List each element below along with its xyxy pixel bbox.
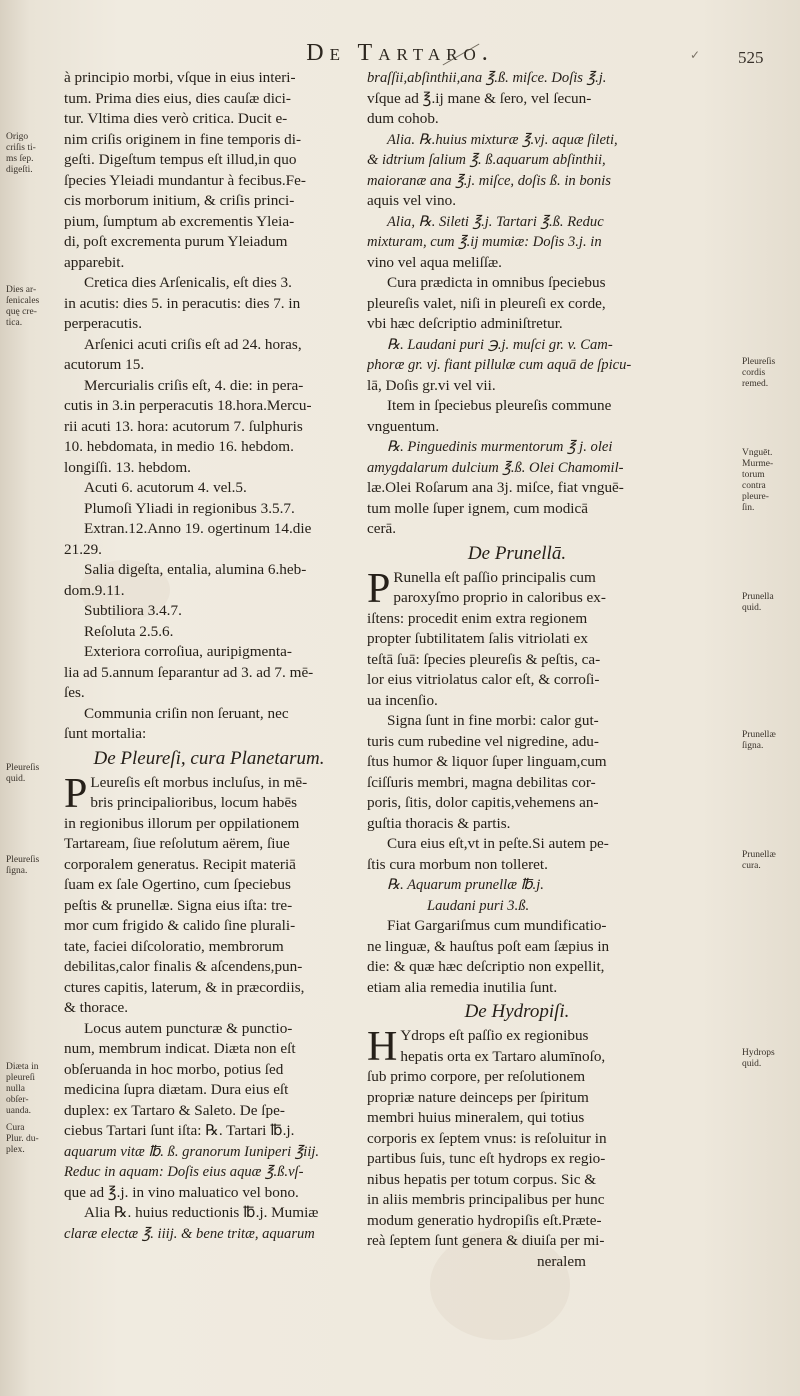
text-line: modum generatio hydropiſis eſt.Præte- [367, 1211, 602, 1229]
text-line: tum molle ſuper ignem, cum modicā [367, 499, 589, 517]
text-line: Extran.12.Anno 19. ogertinum 14.die [84, 520, 312, 537]
text-line: in regionibus illorum per oppilationem [64, 814, 300, 832]
text-line: lia ad 5.annum ſeparantur ad 3. ad 7. mē- [64, 663, 314, 681]
text-line: dum cohob. [367, 110, 439, 127]
drop-cap: P [64, 770, 88, 817]
paragraph-hydropisi [367, 1026, 667, 1272]
text-line: medicina ſupra diætam. Dura eius eſt [64, 1081, 289, 1098]
text-line: læ.Olei Roſarum ana 3j. miſce, fiat vnguē- [367, 479, 624, 496]
text-line: etiam alia remedia inutilia ſunt. [367, 978, 558, 996]
left-column [64, 68, 354, 1244]
margin-note-dies-arsenicales: Dies ar- ſenicales quę cre- tica. [6, 285, 40, 328]
text-line: aquarum vitæ ℔. ß. granorum Iuniperi ℥iij. [64, 1143, 320, 1160]
text-line: claræ electæ ℥. iiij. & bene tritæ, aquarum [64, 1225, 315, 1242]
text-line: Cretica dies Arſenicalis, eſt dies 3. [84, 274, 292, 291]
text-line: mixturam, cum ℥.ij mumiæ: Doſis 3.j. in [367, 234, 602, 250]
text-line: Cura eius eſt,vt in peſte.Si autem pe- [387, 835, 609, 852]
text-line: nim criſis originem in fine temporis di- [64, 130, 302, 148]
text-line: ſuam ex ſale Ogertino, cum ſpeciebus [64, 876, 291, 893]
margin-note-prunella-quid: Prunella quid. [742, 592, 774, 613]
text-line: corporis ex ſeptem vnus: is reſoluitur in [367, 1129, 607, 1147]
text-line: ſpecies Yleiadi mundantur à fecibus.Fe- [64, 171, 306, 189]
text-line: Laudani puri 3.ß. [427, 897, 530, 914]
text-line: Runella eſt paſſio principalis cum [393, 568, 596, 586]
text-line: ſub primo corpore, per reſolutionem [367, 1068, 586, 1085]
text-line: teſtā ſuā: ſpecies pleureſis & peſtis, ca- [367, 650, 601, 668]
text-line: obſeruanda in hoc morbo, potius ſed [64, 1060, 284, 1078]
text-line: ctures capitis, laterum, & in præcordiis, [64, 978, 305, 996]
text-line: vſque ad ℥.ij mane & ſero, vel ſecun- [367, 89, 592, 107]
text-block [64, 478, 354, 560]
text-block [64, 704, 354, 745]
text-line: Arſenici acuti criſis eſt ad 24. horas, [84, 335, 302, 353]
text-line: Item in ſpeciebus pleureſis commune [387, 397, 612, 414]
text-line: 21.29. [64, 540, 102, 558]
margin-note-prunellae-signa: Prunellæ ſigna. [742, 730, 776, 751]
margin-note-pleuresis-cordis: Pleureſis cordis remed. [742, 357, 776, 389]
text-line: mor cum frigido & calido ſine plurali- [64, 917, 296, 934]
text-line: Fiat Gargariſmus cum mundificatio- [387, 917, 607, 934]
text-line: num, membrum indicat. Diæta non eſt [64, 1040, 296, 1057]
text-line: turis cum rubedine vel nigredine, adu- [367, 732, 599, 750]
text-line: vino vel aqua meliſſæ. [367, 253, 502, 271]
text-line: ſtus humor & liquor ſuper linguam,cum [367, 753, 607, 770]
text-line: rii acuti 13. hora: acutorum 7. ſulphuris [64, 417, 303, 435]
margin-note-diaeta: Diæta in pleureſi nulla obſer- uanda. [6, 1062, 39, 1116]
text-line: Cura prædicta in omnibus ſpeciebus [387, 274, 606, 291]
text-line: ſtis cura morbum non tolleret. [367, 855, 548, 873]
catch-mark: ✓ [690, 48, 701, 62]
text-line: in acutis: dies 5. in peracutis: dies 7. in [64, 294, 301, 312]
drop-cap: P [367, 565, 391, 612]
text-line: & idtrium ſalium ℥. ß.aquarum abſinthii, [367, 152, 606, 168]
text-line: die: & quæ hæc deſcriptio non expellit, [367, 958, 605, 975]
text-line: phoræ gr. vj. fiant pillulæ cum aquā de ſpicu- [367, 357, 632, 373]
paragraph-pleuresi [64, 770, 354, 1019]
text-line: di, poſt excrementa purum Yleiadum [64, 233, 288, 250]
text-line: reà ſeptem ſunt genera & diuiſa per mi- [367, 1232, 605, 1249]
text-block [64, 335, 354, 479]
margin-note-prunellae-cura: Prunellæ cura. [742, 850, 776, 871]
text-line: Acuti 6. acutorum 4. vel.5. [84, 479, 247, 496]
text-line: Reſoluta 2.5.6. [84, 622, 174, 640]
margin-note-pleuresis-quid: Pleureſis quid. [6, 763, 40, 784]
text-line: iſtens: procedit enim extra regionem [367, 609, 588, 627]
text-line: partibus ſuis, tunc eſt hydrops ex regio- [367, 1150, 606, 1167]
text-line: & thorace. [64, 999, 129, 1016]
drop-cap: H [367, 1024, 398, 1070]
text-line: pleureſis valet, niſi in pleureſi ex corde, [367, 294, 606, 312]
paragraph-prunella [367, 565, 667, 712]
text-line: tum. Prima dies eius, dies cauſæ dici- [64, 89, 291, 107]
margin-note-cura-duplex: Cura Plur. du- plex. [6, 1123, 39, 1155]
text-line: Communia criſin non ſeruant, nec [84, 704, 289, 722]
text-line: aquis vel vino. [367, 192, 457, 209]
text-line: Mercurialis criſis eſt, 4. die: in pera- [84, 376, 304, 394]
paragraph-locus [64, 1019, 354, 1245]
text-line: 10. hebdomata, in medio 16. hebdom. [64, 438, 294, 455]
text-line: Exteriora corroſiua, auripigmenta- [84, 643, 292, 660]
text-line: apparebit. [64, 253, 125, 271]
text-line: ℞. Laudani puri ℈.j. muſci gr. v. Cam- [387, 336, 613, 353]
text-line: hepatis orta ex Tartaro alumīnoſo, [400, 1047, 606, 1065]
text-line: propter ſubtilitatem ſalis vitriolati ex [367, 630, 589, 647]
text-line: ciebus Tartari ſunt iſta: ℞. Tartari ℔.j. [64, 1122, 295, 1139]
text-line: bris principalioribus, locum habēs [90, 794, 298, 811]
text-line: dom.9.11. [64, 581, 125, 599]
margin-note-origo: Origo criſis ti- ms ſep. digeſti. [6, 132, 36, 175]
text-line: à principio morbi, vſque in eius interi- [64, 69, 296, 86]
text-block [64, 68, 354, 273]
margin-note-hydrops-quid: Hydrops quid. [742, 1048, 775, 1069]
section-heading-prunella: De Prunellā. [467, 542, 567, 564]
catchword: neralem [537, 1252, 586, 1270]
text-line: lor eius vitriolatus calor eſt, & corroſi- [367, 671, 600, 688]
text-line: ſunt mortalia: [64, 725, 147, 742]
text-line: Subtiliora 3.4.7. [84, 602, 182, 619]
text-line: tur. Vltima dies verò critica. Ducit e- [64, 110, 288, 127]
text-line: duplex: ex Tartaro & Saleto. De ſpe- [64, 1101, 285, 1119]
text-line: Ydrops eſt paſſio ex regionibus [400, 1027, 589, 1044]
text-line: in aliis membris principalibus per hunc [367, 1191, 605, 1208]
margin-note-vnguentum: Vnguēt. Murme- torum contra pleure- ſin. [742, 448, 774, 513]
text-line: longiſſi. 13. hebdom. [64, 458, 191, 476]
text-line: geſti. Digeſtum tempus eſt illud,in quo [64, 151, 297, 168]
text-line: Salia digeſta, entalia, alumina 6.heb- [84, 561, 307, 578]
text-line: peſtis & prunellæ. Signa eius iſta: tre- [64, 896, 293, 914]
text-line: Leureſis eſt morbus incluſus, in mē- [90, 773, 308, 791]
margin-note-pleuresis-signa: Pleureſis ſigna. [6, 855, 40, 876]
section-heading-pleuresi: De Pleureſi, cura Planetarum. [93, 747, 325, 769]
text-line: Alia, ℞. Sileti ℥.j. Tartari ℥.ß. Reduc [387, 213, 604, 230]
text-line: braſſii,abſinthii,ana ℥.ß. miſce. Doſis ℥.j. [367, 70, 607, 86]
text-line: ſes. [64, 684, 85, 701]
text-line: Signa ſunt in fine morbi: calor gut- [387, 712, 599, 729]
text-line: propriæ nature deinceps per ſpiritum [367, 1088, 589, 1106]
text-line: perperacutis. [64, 315, 143, 332]
text-line: que ad ℥.j. in vino maluatico vel bono. [64, 1183, 299, 1201]
text-line: vbi hæc deſcriptio adminiſtretur. [367, 315, 563, 332]
text-line: debilitas,calor finalis & aſcendens,pun- [64, 958, 303, 975]
text-line: ne linguæ, & hauſtus poſt eam ſæpius in [367, 937, 610, 955]
text-line: corporalem generatus. Recipit materiā [64, 855, 296, 873]
text-line: lā, Doſis gr.vi vel vii. [367, 376, 496, 394]
section-heading-hydropisi: De Hydropiſi. [464, 1001, 570, 1022]
text-line: cerā. [367, 520, 397, 537]
text-line: paroxyſmo proprio in caloribus ex- [393, 589, 606, 606]
page-number: 525 [738, 48, 764, 67]
text-line: guſtia thoracis & partis. [367, 814, 511, 832]
text-line: amygdalarum dulcium ℥.ß. Olei Chamomil- [367, 459, 624, 476]
text-block [64, 642, 354, 704]
text-line: Locus autem puncturæ & punctio- [84, 1019, 293, 1037]
text-line: cis morborum initium, & criſis princi- [64, 192, 295, 209]
right-column [367, 68, 667, 1272]
running-title: De Tartaro. [306, 40, 494, 66]
text-line: acutorum 15. [64, 356, 145, 373]
text-line: Plumoſi Yliadi in regionibus 3.5.7. [84, 499, 295, 517]
text-block [64, 560, 354, 601]
text-line: nibus hepatis per totum corpus. Sic & [367, 1170, 597, 1188]
text-line: Tartaream, ſiue reſolutum aërem, ſiue [64, 835, 290, 852]
text-line: Reduc in aquam: Doſis eius aquæ ℥.ß.vſ- [64, 1164, 304, 1180]
text-line: tate, faciei diſcoloratio, membrorum [64, 937, 284, 955]
text-line: Alia. ℞.huius mixturæ ℥.vj. aquæ ſileti, [387, 131, 618, 148]
text-block [64, 273, 354, 335]
text-line: ℞. Aquarum prunellæ ℔.j. [387, 877, 544, 893]
text-line: pium, ſumptum ab excrementis Yleia- [64, 212, 295, 230]
text-line: cutis in 3.in perperacutis 18.hora.Mercu- [64, 397, 312, 414]
text-line: maioranæ ana ℥.j. miſce, doſis ß. in bonis [367, 172, 611, 189]
text-line: ua incenſio. [367, 691, 438, 709]
text-line: ſciſſuris membri, magna debilitas cor- [367, 773, 596, 791]
text-line: poris, ſitis, dolor capitis,vehemens an- [367, 794, 599, 811]
text-line: ℞. Pinguedinis murmentorum ℥ j. olei [387, 439, 613, 455]
text-line: membri huius mineralem, qui totius [367, 1109, 585, 1126]
text-line: vnguentum. [367, 417, 440, 435]
text-line: Alia ℞. huius reductionis ℔.j. Mumiæ [84, 1204, 319, 1221]
